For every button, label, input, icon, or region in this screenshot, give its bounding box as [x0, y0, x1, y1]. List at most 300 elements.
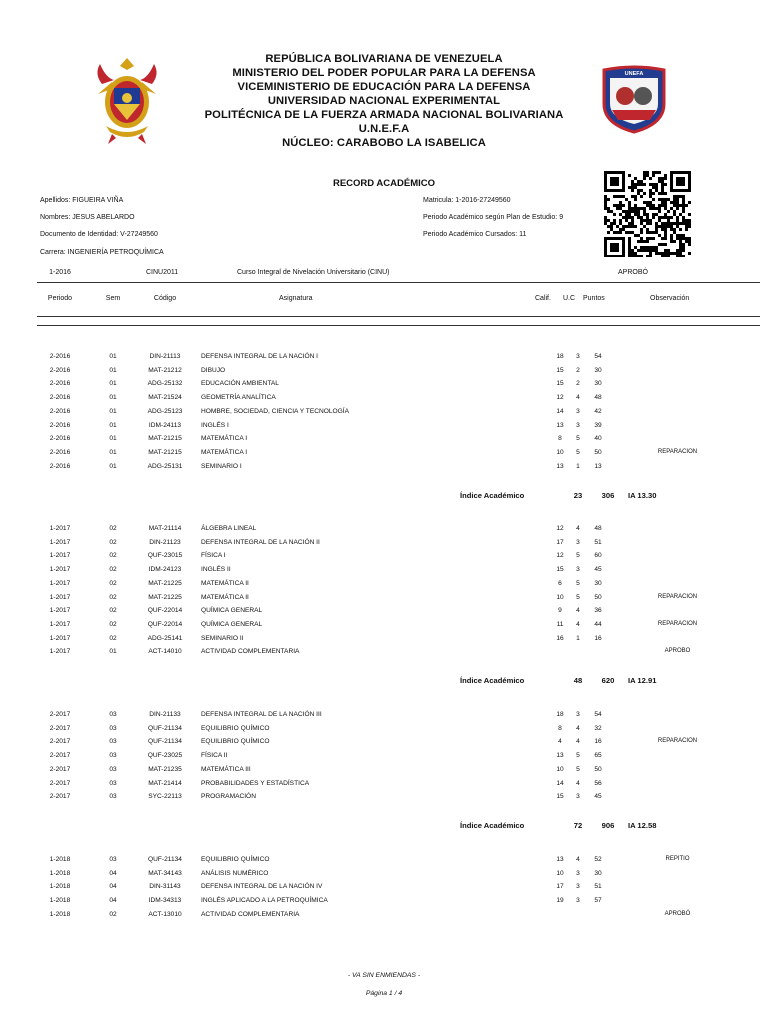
row-points: 16 — [594, 738, 602, 746]
row-period: 2-2017 — [49, 711, 71, 718]
row-grade: 13 — [556, 856, 564, 863]
row-observation: REPARACION — [657, 620, 698, 627]
row-credits: 4 — [576, 779, 580, 787]
row-code: MAT-21524 — [148, 394, 182, 402]
row-subject: INGLÉS II — [201, 566, 231, 574]
row-period: 2-2017 — [49, 738, 71, 746]
row-subject: DEFENSA INTEGRAL DE LA NACIÓN I — [201, 353, 319, 360]
periods-taken: Periodo Académico Cursados: 11 — [423, 231, 527, 238]
row-credits: 1 — [576, 634, 580, 642]
row-credits: 5 — [576, 752, 580, 760]
row-code: QUF-21134 — [148, 724, 182, 732]
academic-index-label: Índice Académico — [460, 676, 525, 686]
row-semester: 02 — [109, 552, 117, 560]
row-code: MAT-21414 — [148, 779, 182, 787]
row-code: QUF-23015 — [147, 552, 183, 560]
row-subject: INGLÉS I — [201, 421, 229, 429]
row-credits: 3 — [576, 421, 580, 429]
row-grade: 15 — [556, 793, 564, 801]
row-subject: ACTIVIDAD COMPLEMENTARIA — [201, 910, 300, 918]
row-semester: 03 — [109, 724, 117, 732]
row-grade: 19 — [556, 897, 564, 905]
row-code: MAT-21235 — [148, 765, 182, 773]
row-credits: 4 — [576, 607, 580, 615]
row-credits: 3 — [576, 353, 580, 360]
table-row — [0, 449, 768, 461]
row-code: DIN-21113 — [149, 353, 181, 360]
defense-ministry-emblem — [92, 54, 162, 146]
row-observation: REPARACION — [657, 738, 698, 745]
student-enrollment: Matricula: 1-2016-27249560 — [423, 197, 511, 204]
row-points: 52 — [594, 856, 602, 863]
row-period: 1-2018 — [49, 910, 71, 918]
row-period: 2-2017 — [49, 752, 71, 760]
row-credits: 4 — [576, 856, 580, 863]
table-row — [0, 525, 768, 537]
table-row — [0, 711, 768, 723]
row-grade: 15 — [556, 366, 564, 374]
row-semester: 02 — [109, 634, 117, 642]
row-code: MAT-21114 — [148, 525, 182, 532]
row-grade: 14 — [556, 407, 564, 415]
row-semester: 04 — [109, 869, 117, 877]
row-credits: 4 — [576, 620, 580, 628]
row-period: 1-2017 — [49, 566, 71, 574]
row-period: 2-2017 — [49, 765, 71, 773]
row-grade: 8 — [558, 724, 562, 732]
row-subject: INGLÉS APLICADO A LA PETROQUÍMICA — [201, 897, 328, 905]
row-semester: 01 — [109, 421, 117, 429]
row-code: SYC-22113 — [148, 793, 182, 801]
row-subject: ACTIVIDAD COMPLEMENTARIA — [201, 648, 300, 656]
row-code: QUF-23025 — [147, 752, 183, 760]
row-subject: QUÍMICA GENERAL — [201, 607, 263, 615]
row-credits: 5 — [576, 552, 580, 560]
row-period: 1-2018 — [49, 856, 71, 863]
academic-index-row — [0, 821, 768, 833]
row-points: 39 — [594, 421, 602, 429]
row-grade: 10 — [556, 765, 564, 773]
row-period: 1-2018 — [49, 897, 71, 905]
academic-index-value: IA 12.91 — [628, 676, 657, 686]
row-points: 50 — [594, 765, 602, 773]
cinu-code: CINU2011 — [146, 269, 179, 276]
row-points: 51 — [594, 538, 602, 546]
row-credits: 2 — [576, 380, 580, 388]
row-subject: SEMINARIO I — [201, 462, 242, 470]
row-grade: 15 — [556, 566, 564, 574]
student-id-document: Documento de Identidad: V-27249560 — [40, 231, 158, 238]
table-row — [0, 766, 768, 778]
table-row — [0, 725, 768, 737]
table-row — [0, 870, 768, 882]
header-line: REPÚBLICA BOLIVARIANA DE VENEZUELA — [265, 53, 503, 65]
row-code: MAT-21215 — [148, 448, 182, 456]
row-semester: 03 — [109, 793, 117, 801]
row-code: QUF-22014 — [147, 620, 183, 628]
academic-index-value: IA 12.58 — [628, 821, 657, 831]
header-line: NÚCLEO: CARABOBO LA ISABELICA — [282, 137, 486, 149]
academic-index-value: IA 13.30 — [628, 490, 657, 500]
row-semester: 01 — [109, 380, 117, 388]
row-grade: 10 — [556, 448, 564, 456]
row-points: 54 — [594, 711, 602, 718]
header-line: VICEMINISTERIO DE EDUCACIÓN PARA LA DEFENSA — [237, 81, 531, 93]
row-period: 1-2017 — [49, 607, 71, 615]
row-grade: 16 — [556, 634, 564, 642]
row-semester: 01 — [109, 448, 117, 456]
row-code: MAT-21225 — [148, 593, 182, 601]
row-points: 48 — [594, 525, 602, 532]
row-subject: MATEMÁTICA II — [201, 579, 249, 587]
row-credits: 2 — [576, 366, 580, 374]
row-grade: 11 — [556, 620, 564, 628]
row-period: 2-2016 — [49, 448, 71, 456]
row-semester: 01 — [109, 407, 117, 415]
cinu-period: 1-2016 — [49, 269, 71, 276]
cinu-course: Curso Integral de Nivelación Universitario (CINU) — [237, 269, 390, 276]
row-subject: DEFENSA INTEGRAL DE LA NACIÓN II — [201, 538, 320, 546]
header-line: MINISTERIO DEL PODER POPULAR PARA LA DEFENSA — [232, 67, 536, 79]
table-row — [0, 883, 768, 895]
row-points: 40 — [594, 435, 602, 443]
row-observation: REPITIO — [665, 856, 690, 862]
academic-index-points: 906 — [601, 821, 615, 831]
row-points: 30 — [594, 579, 602, 587]
table-row — [0, 738, 768, 750]
academic-index-credits: 48 — [573, 676, 583, 686]
row-points: 13 — [594, 462, 602, 470]
row-grade: 6 — [558, 579, 562, 587]
row-points: 42 — [594, 407, 602, 415]
row-period: 1-2017 — [49, 579, 71, 587]
row-semester: 03 — [109, 711, 117, 718]
row-subject: MATEMÁTICA I — [201, 435, 248, 443]
row-credits: 4 — [576, 724, 580, 732]
divider — [37, 316, 760, 317]
row-credits: 1 — [576, 462, 580, 470]
table-row — [0, 780, 768, 792]
table-row — [0, 635, 768, 647]
row-period: 2-2016 — [49, 421, 71, 429]
row-code: MAT-21212 — [148, 366, 182, 374]
row-subject: MATEMÁTICA III — [201, 765, 251, 773]
row-grade: 17 — [556, 538, 564, 546]
row-credits: 3 — [576, 566, 580, 574]
row-subject: GEOMETRÍA ANALÍTICA — [201, 394, 276, 402]
table-row — [0, 422, 768, 434]
row-period: 2-2016 — [49, 366, 71, 374]
row-semester: 04 — [109, 883, 117, 891]
row-credits: 3 — [576, 897, 580, 905]
academic-index-points: 620 — [601, 676, 615, 686]
row-code: IDM-24113 — [148, 421, 182, 429]
row-semester: 03 — [109, 738, 117, 746]
row-code: QUF-21134 — [148, 856, 182, 863]
table-row — [0, 911, 768, 923]
row-period: 1-2017 — [49, 525, 71, 532]
row-semester: 02 — [109, 910, 117, 918]
row-semester: 03 — [109, 752, 117, 760]
row-period: 2-2016 — [49, 462, 71, 470]
row-period: 1-2017 — [49, 648, 71, 656]
row-subject: ÁLGEBRA LINEAL — [201, 525, 257, 532]
row-credits: 3 — [576, 407, 580, 415]
row-points: 56 — [594, 779, 602, 787]
row-period: 1-2017 — [49, 538, 71, 546]
row-credits: 3 — [576, 711, 580, 718]
academic-index-credits: 23 — [573, 490, 583, 500]
row-credits: 5 — [576, 579, 580, 587]
row-grade: 9 — [558, 607, 562, 615]
row-code: DIN-31143 — [149, 883, 181, 891]
cinu-status: APROBÓ — [618, 269, 648, 276]
table-row — [0, 539, 768, 551]
row-credits: 4 — [576, 525, 580, 532]
row-observation: APROBÓ — [664, 910, 691, 917]
row-subject: SEMINARIO II — [201, 634, 244, 642]
footer-note: - VA SIN ENMIENDAS - — [347, 972, 421, 979]
row-subject: EQUILIBRIO QUÍMICO — [201, 856, 270, 863]
academic-index-label: Índice Académico — [460, 490, 525, 500]
divider — [37, 282, 760, 283]
row-credits: 4 — [576, 394, 580, 402]
table-row — [0, 552, 768, 564]
row-code: DIN-21133 — [149, 711, 181, 718]
row-points: 51 — [594, 883, 602, 891]
row-semester: 01 — [109, 435, 117, 443]
row-code: MAT-21225 — [148, 579, 182, 587]
row-grade: 18 — [556, 711, 564, 718]
academic-index-label: Índice Académico — [460, 821, 525, 831]
table-row — [0, 353, 768, 365]
row-grade: 8 — [558, 435, 562, 443]
row-credits: 3 — [576, 869, 580, 877]
col-header-credits: U.C — [563, 295, 576, 302]
row-credits: 3 — [576, 883, 580, 891]
row-points: 45 — [594, 566, 602, 574]
row-subject: DEFENSA INTEGRAL DE LA NACIÓN III — [201, 711, 322, 718]
row-credits: 5 — [576, 593, 580, 601]
row-period: 2-2016 — [49, 353, 71, 360]
col-header-grade: Calif. — [535, 295, 551, 302]
row-subject: FÍSICA II — [201, 752, 228, 760]
col-header-observation: Observación — [650, 295, 690, 302]
row-subject: ANÁLISIS NUMÉRICO — [201, 869, 269, 877]
divider — [37, 325, 760, 326]
row-grade: 18 — [556, 353, 564, 360]
row-code: ADG-25123 — [147, 407, 183, 415]
row-credits: 5 — [576, 448, 580, 456]
student-names: Nombres: JESUS ABELARDO — [40, 214, 135, 221]
row-period: 1-2017 — [49, 634, 71, 642]
row-subject: HOMBRE, SOCIEDAD, CIENCIA Y TECNOLOGÍA — [201, 407, 350, 415]
table-row — [0, 463, 768, 475]
row-semester: 03 — [109, 779, 117, 787]
row-grade: 12 — [556, 552, 564, 560]
row-grade: 14 — [556, 779, 564, 787]
student-career: Carrera: INGENIERÍA PETROQUÍMICA — [40, 249, 164, 256]
table-row — [0, 367, 768, 379]
row-credits: 4 — [576, 738, 580, 746]
row-semester: 03 — [109, 765, 117, 773]
row-semester: 02 — [109, 607, 117, 615]
row-grade: 13 — [556, 421, 564, 429]
table-row — [0, 793, 768, 805]
row-points: 16 — [594, 634, 602, 642]
row-semester: 01 — [109, 394, 117, 402]
table-row — [0, 580, 768, 592]
row-semester: 02 — [109, 579, 117, 587]
row-subject: DEFENSA INTEGRAL DE LA NACIÓN IV — [201, 883, 323, 891]
row-grade: 10 — [556, 593, 564, 601]
row-period: 2-2016 — [49, 407, 71, 415]
col-header-code: Código — [153, 295, 177, 302]
row-subject: EDUCACIÓN AMBIENTAL — [201, 380, 279, 388]
row-code: ADG-25141 — [147, 634, 183, 642]
table-row — [0, 752, 768, 764]
row-points: 30 — [594, 869, 602, 877]
row-period: 2-2017 — [49, 779, 71, 787]
row-credits: 3 — [576, 538, 580, 546]
row-period: 1-2018 — [49, 869, 71, 877]
row-grade: 10 — [556, 869, 564, 877]
col-header-period: Periodo — [47, 295, 73, 302]
table-row — [0, 380, 768, 392]
page-number: Página 1 / 4 — [365, 990, 403, 997]
row-period: 2-2016 — [49, 394, 71, 402]
row-code: QUF-22014 — [147, 607, 183, 615]
col-header-subject: Asignatura — [279, 295, 313, 302]
table-row — [0, 594, 768, 606]
row-grade: 12 — [556, 525, 564, 532]
row-period: 1-2018 — [49, 883, 71, 891]
row-points: 30 — [594, 380, 602, 388]
row-code: QUF-21134 — [148, 738, 182, 746]
row-period: 1-2017 — [49, 552, 71, 560]
row-code: IDM-34313 — [148, 897, 182, 905]
academic-index-credits: 72 — [573, 821, 583, 831]
row-subject: MATEMÁTICA II — [201, 593, 249, 601]
row-points: 57 — [594, 897, 602, 905]
row-code: IDM-24123 — [148, 566, 182, 574]
unefa-logo — [598, 64, 670, 134]
academic-index-row — [0, 491, 768, 503]
row-points: 65 — [594, 752, 602, 760]
table-row — [0, 648, 768, 660]
row-subject: FÍSICA I — [201, 552, 226, 560]
col-header-points: Puntos — [583, 295, 605, 302]
row-period: 2-2016 — [49, 380, 71, 388]
row-points: 50 — [594, 448, 602, 456]
student-surnames: Apellidos: FIGUEIRA VIÑA — [40, 197, 124, 204]
row-subject: QUÍMICA GENERAL — [201, 620, 263, 628]
row-semester: 01 — [109, 648, 117, 656]
header-line: UNIVERSIDAD NACIONAL EXPERIMENTAL — [267, 95, 501, 107]
row-points: 32 — [594, 724, 602, 732]
row-subject: EQUILIBRIO QUÍMICO — [201, 738, 270, 746]
row-grade: 17 — [556, 883, 564, 891]
table-row — [0, 394, 768, 406]
row-period: 1-2017 — [49, 593, 71, 601]
row-code: DIN-21123 — [149, 538, 181, 546]
row-credits: 3 — [576, 793, 580, 801]
table-row — [0, 566, 768, 578]
table-row — [0, 856, 768, 868]
row-grade: 15 — [556, 380, 564, 388]
row-code: ACT-14010 — [148, 648, 182, 656]
header-line: U.N.E.F.A — [358, 123, 410, 135]
row-grade: 4 — [558, 738, 562, 746]
unefa-logo-text: UNEFA — [624, 71, 644, 77]
study-plan-periods: Periodo Académico según Plan de Estudio: 9 — [423, 214, 564, 221]
row-points: 45 — [594, 793, 602, 801]
row-code: ACT-13010 — [148, 910, 182, 918]
row-semester: 01 — [109, 366, 117, 374]
row-semester: 03 — [109, 856, 117, 863]
row-subject: DIBUJO — [201, 366, 226, 374]
row-points: 30 — [594, 366, 602, 374]
row-code: ADG-25131 — [147, 462, 183, 470]
row-points: 44 — [594, 620, 602, 628]
row-points: 50 — [594, 593, 602, 601]
row-subject: EQUILIBRIO QUÍMICO — [201, 724, 270, 732]
row-semester: 04 — [109, 897, 117, 905]
header-line: POLITÉCNICA DE LA FUERZA ARMADA NACIONAL BOLIVARIANA — [204, 109, 564, 121]
row-points: 48 — [594, 394, 602, 402]
row-period: 2-2016 — [49, 435, 71, 443]
row-observation: APROBO — [664, 648, 691, 655]
row-points: 36 — [594, 607, 602, 615]
row-semester: 02 — [109, 620, 117, 628]
row-semester: 02 — [109, 538, 117, 546]
row-semester: 02 — [109, 525, 117, 532]
row-points: 54 — [594, 353, 602, 360]
row-grade: 12 — [556, 394, 564, 402]
row-period: 2-2017 — [49, 724, 71, 732]
row-semester: 01 — [109, 353, 117, 360]
institution-header — [180, 52, 588, 150]
document-title: RECORD ACADÉMICO — [332, 178, 436, 189]
table-row — [0, 607, 768, 619]
row-points: 60 — [594, 552, 602, 560]
row-credits: 5 — [576, 765, 580, 773]
academic-index-points: 306 — [601, 490, 615, 500]
row-code: MAT-21215 — [148, 435, 182, 443]
academic-index-row — [0, 676, 768, 688]
row-semester: 02 — [109, 593, 117, 601]
row-grade: 13 — [556, 462, 564, 470]
row-credits: 5 — [576, 435, 580, 443]
row-semester: 02 — [109, 566, 117, 574]
row-code: MAT-34143 — [148, 869, 182, 877]
col-header-semester: Sem — [105, 295, 121, 302]
row-observation: REPARACION — [657, 448, 698, 455]
table-row — [0, 435, 768, 447]
row-grade: 13 — [556, 752, 564, 760]
row-period: 2-2017 — [49, 793, 71, 801]
row-period: 1-2017 — [49, 620, 71, 628]
row-observation: REPARACION — [657, 593, 698, 600]
table-row — [0, 621, 768, 633]
row-subject: PROGRAMACIÓN — [201, 793, 256, 801]
table-row — [0, 408, 768, 420]
row-semester: 01 — [109, 462, 117, 470]
table-row — [0, 897, 768, 909]
row-code: ADG-25132 — [147, 380, 183, 388]
row-subject: MATEMÁTICA I — [201, 448, 248, 456]
row-subject: PROBABILIDADES Y ESTADÍSTICA — [201, 779, 310, 787]
